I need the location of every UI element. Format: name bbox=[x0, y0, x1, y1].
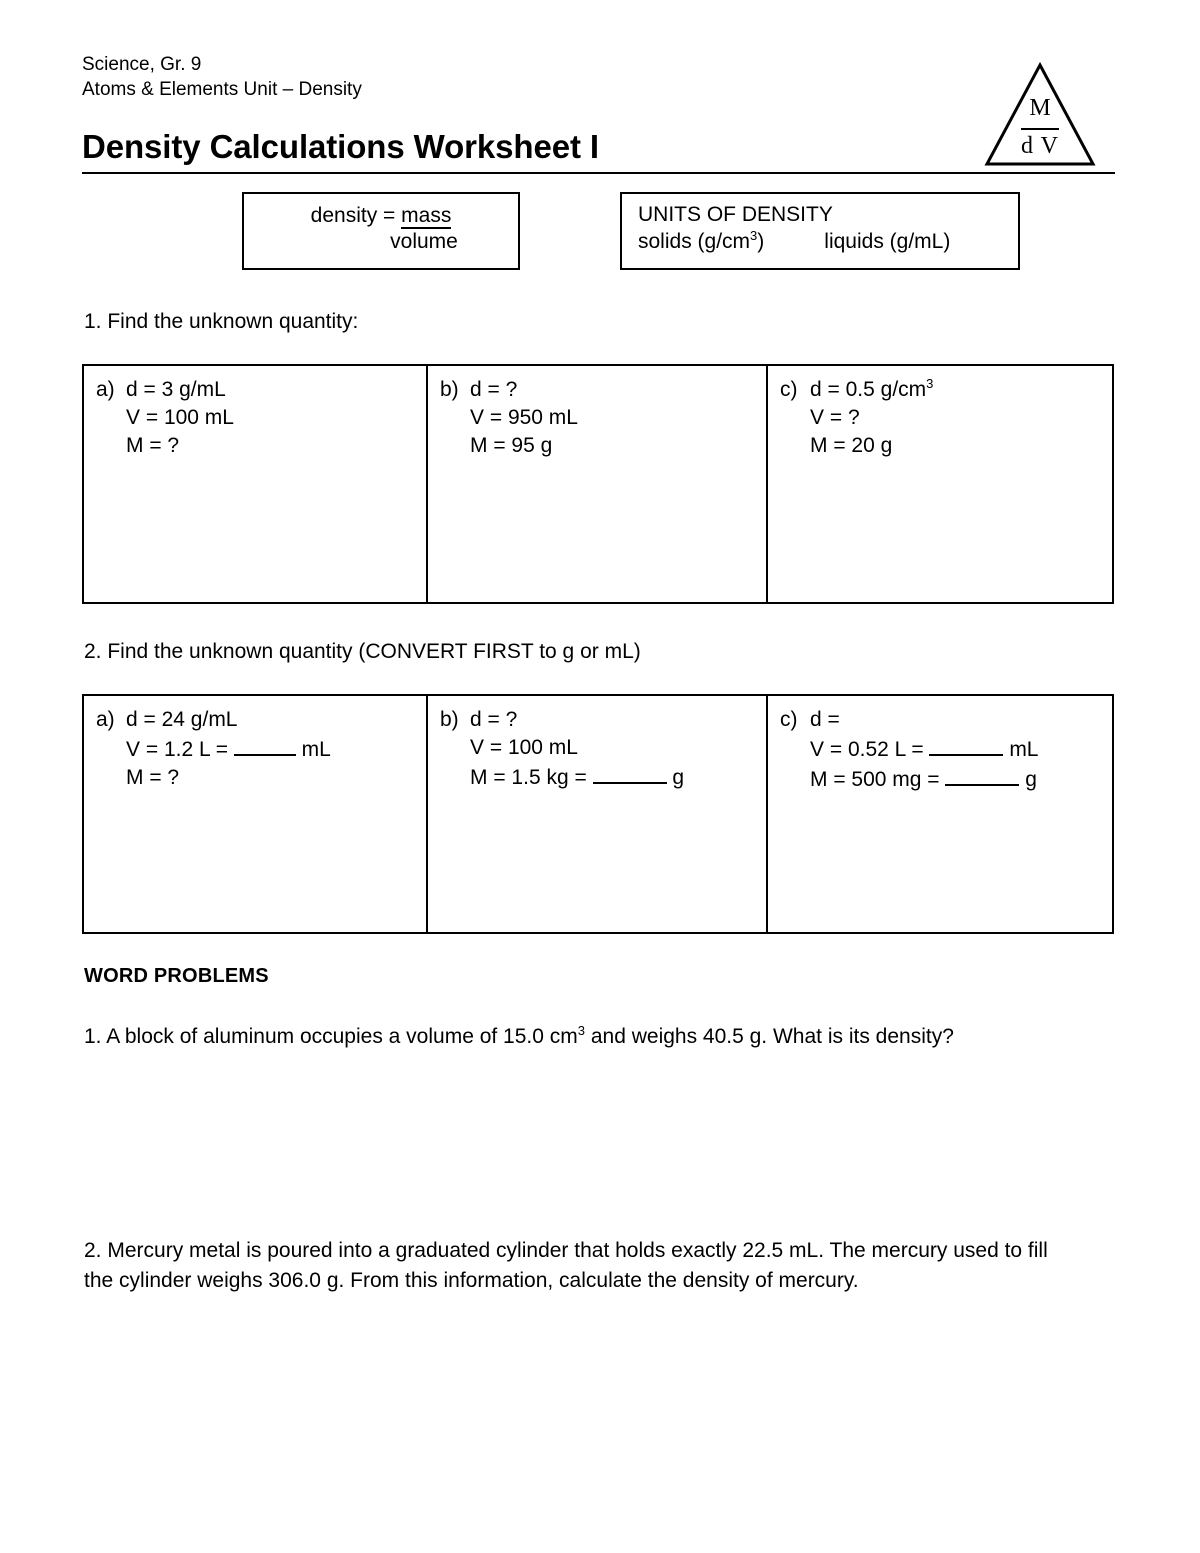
answer-blank[interactable] bbox=[593, 762, 667, 784]
question-1-cell-b[interactable] bbox=[428, 366, 768, 602]
word-problem-number: 2. bbox=[84, 1239, 102, 1262]
page-title: Density Calculations Worksheet I bbox=[82, 128, 600, 165]
density-formula-line-1 bbox=[244, 203, 518, 229]
problem-text: V = 100 mL bbox=[470, 736, 578, 760]
problem-text: d = ? bbox=[470, 708, 518, 731]
problem-line bbox=[440, 432, 766, 460]
units-of-density-box bbox=[620, 192, 1020, 270]
question-1-prompt: 1. Find the unknown quantity: bbox=[84, 310, 359, 333]
density-formula-content bbox=[244, 194, 518, 256]
problem-text: M = ? bbox=[126, 766, 180, 790]
problem-exponent: 3 bbox=[926, 376, 934, 391]
problem-unit: mL bbox=[295, 738, 331, 762]
problem-label: a) bbox=[96, 708, 115, 731]
problem-text: d = ? bbox=[470, 378, 518, 401]
density-formula-box bbox=[242, 192, 520, 270]
problem-label: b) bbox=[440, 378, 459, 401]
problem-text: M = 95 g bbox=[470, 434, 553, 458]
triangle-denominator: d V bbox=[1021, 133, 1059, 159]
problem-text: d = 3 g/mL bbox=[126, 378, 226, 401]
word-problem-exponent: 3 bbox=[577, 1023, 586, 1038]
word-problem-number: 1. bbox=[84, 1025, 102, 1048]
problem-text: V = 950 mL bbox=[470, 406, 578, 430]
word-problem-2 bbox=[84, 1236, 1074, 1296]
problem-line bbox=[780, 404, 1112, 432]
units-detail-line bbox=[638, 228, 1018, 255]
question-2-cell-a[interactable] bbox=[84, 696, 428, 932]
problem-line bbox=[440, 404, 766, 432]
question-1-cell-a[interactable] bbox=[84, 366, 428, 602]
problem-text: M = 20 g bbox=[810, 434, 893, 458]
problem-line bbox=[780, 432, 1112, 460]
header-meta bbox=[82, 52, 362, 102]
title-divider bbox=[82, 172, 1115, 174]
problem-label: c) bbox=[780, 378, 798, 401]
triangle-numerator: M bbox=[1029, 95, 1051, 121]
word-problem-text-part-1: A block of aluminum occupies a volume of 15.0 cm bbox=[101, 1025, 578, 1048]
units-liquids-label: liquids (g/mL) bbox=[824, 230, 951, 254]
question-1-table bbox=[82, 364, 1114, 604]
problem-line bbox=[440, 762, 766, 792]
density-denominator: volume bbox=[390, 230, 458, 254]
course-label: Science, Gr. 9 bbox=[82, 54, 202, 75]
problem-line bbox=[96, 404, 426, 432]
problem-label: b) bbox=[440, 708, 459, 731]
density-triangle-icon bbox=[983, 60, 1097, 168]
question-2-cell-b[interactable] bbox=[428, 696, 768, 932]
problem-text: d = 24 g/mL bbox=[126, 708, 238, 731]
problem-line bbox=[96, 376, 426, 404]
units-box-content bbox=[622, 194, 1018, 256]
units-solids-exponent: 3 bbox=[750, 228, 758, 244]
problem-text: M = 500 mg = bbox=[810, 768, 946, 792]
problem-text: V = 1.2 L = bbox=[126, 738, 234, 762]
problem-unit: g bbox=[1019, 768, 1037, 792]
question-2-table bbox=[82, 694, 1114, 934]
problem-line bbox=[780, 734, 1112, 764]
problem-text: V = 0.52 L = bbox=[810, 738, 930, 762]
word-problem-1 bbox=[84, 1022, 1074, 1052]
units-heading: UNITS OF DENSITY bbox=[638, 203, 833, 226]
problem-line bbox=[440, 706, 766, 734]
problem-line bbox=[96, 734, 426, 764]
units-solids-close: ) bbox=[757, 230, 765, 254]
problem-text: V = 100 mL bbox=[126, 406, 234, 430]
question-2-prompt: 2. Find the unknown quantity (CONVERT FIRST to g or mL) bbox=[84, 640, 641, 663]
word-problem-text-part-2: and weighs 40.5 g. What is its density? bbox=[585, 1025, 954, 1048]
problem-line bbox=[440, 734, 766, 762]
problem-unit: mL bbox=[1003, 738, 1039, 762]
answer-blank[interactable] bbox=[929, 734, 1003, 756]
problem-text: M = 1.5 kg = bbox=[470, 766, 593, 790]
question-1-cell-c[interactable] bbox=[768, 366, 1112, 602]
word-problem-text-part-1: Mercury metal is poured into a graduated cylinder that holds exactly 22.5 mL. The mercury used to fill the cylinder weighs 306.0 g. From this information, calculate the density of mercury. bbox=[84, 1239, 1048, 1292]
problem-unit: g bbox=[666, 766, 685, 790]
problem-text: d = 0.5 g/cm bbox=[810, 378, 927, 401]
problem-line bbox=[780, 764, 1112, 794]
problem-text: V = ? bbox=[810, 406, 860, 430]
density-numerator: mass bbox=[401, 204, 452, 227]
problem-text: d = bbox=[810, 708, 840, 731]
problem-line bbox=[780, 706, 1112, 734]
question-2-cell-c[interactable] bbox=[768, 696, 1112, 932]
problem-line bbox=[440, 376, 766, 404]
answer-blank[interactable] bbox=[234, 734, 296, 756]
word-problems-heading: WORD PROBLEMS bbox=[84, 965, 269, 987]
problem-line bbox=[96, 706, 426, 734]
problem-line bbox=[780, 376, 1112, 404]
problem-line bbox=[96, 764, 426, 792]
problem-line bbox=[96, 432, 426, 460]
problem-text: M = ? bbox=[126, 434, 180, 458]
problem-label: a) bbox=[96, 378, 115, 401]
density-label: density = bbox=[310, 204, 402, 227]
unit-label: Atoms & Elements Unit – Density bbox=[82, 79, 362, 101]
units-solids-label: solids (g/cm bbox=[638, 230, 751, 254]
answer-blank[interactable] bbox=[945, 764, 1019, 786]
problem-label: c) bbox=[780, 708, 798, 731]
triangle-fraction-bar bbox=[1021, 128, 1059, 130]
